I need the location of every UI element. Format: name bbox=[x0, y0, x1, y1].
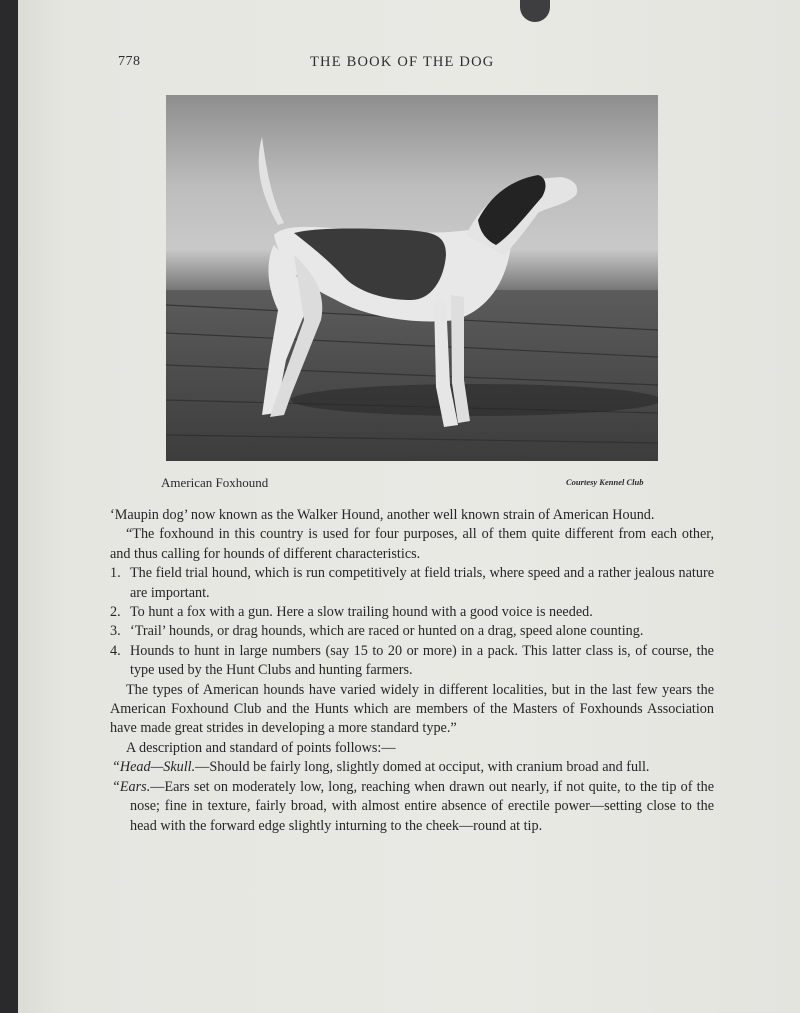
page-number: 778 bbox=[118, 54, 141, 69]
book-page bbox=[18, 0, 800, 1013]
list-number: 4. bbox=[110, 642, 121, 659]
head-label: “Head—Skull. bbox=[112, 759, 196, 776]
list-item bbox=[110, 642, 714, 681]
foxhound-illustration bbox=[166, 95, 658, 461]
list-number: 2. bbox=[110, 604, 121, 621]
foxhound-photo-icon bbox=[166, 95, 658, 461]
head-text: —Should be fairly long, slightly domed at occiput, with cranium broad and full. bbox=[195, 759, 650, 776]
photo-credit: Courtesy Kennel Club bbox=[566, 477, 644, 487]
list-item-text: The field trial hound, which is run competitively at field trials, where speed and a rather jealous nature are important. bbox=[130, 565, 714, 601]
list-number: 3. bbox=[110, 623, 121, 640]
paragraph: “The foxhound in this country is used for four purposes, all of them quite different from each other, and thus calling for hounds of different characteristics. bbox=[110, 526, 714, 562]
caption-text: American Foxhound bbox=[161, 475, 269, 490]
list-item-text: To hunt a fox with a gun. Here a slow trailing hound with a good voice is needed. bbox=[130, 604, 593, 621]
list-item-text: ‘Trail’ hounds, or drag hounds, which are raced or hunted on a drag, speed alone counting. bbox=[130, 623, 644, 640]
list-item bbox=[110, 603, 714, 622]
list-item bbox=[110, 622, 714, 641]
page-header bbox=[18, 54, 800, 74]
ears-text: —Ears set on moderately low, long, reaching when drawn out nearly, if not quite, to the tip of the nose; fine in texture, fairly broad, with almost entire absence of erectile power—setting close to the head with the forward edge slightly inturning to the cheek—round at tip. bbox=[130, 778, 714, 834]
paragraph: A description and standard of points follows:— bbox=[126, 739, 396, 756]
list-item-text: Hounds to hunt in large numbers (say 15 to 20 or more) in a pack. This latter class is, of course, the type used by the Hunt Clubs and hunting farmers. bbox=[130, 642, 714, 679]
list-item bbox=[110, 564, 714, 603]
photo-caption bbox=[18, 475, 800, 493]
ears-label: “Ears. bbox=[112, 778, 151, 795]
standard-ears bbox=[110, 778, 714, 836]
paragraph: ‘Maupin dog’ now known as the Walker Hound, another well known strain of American Hound. bbox=[110, 507, 655, 523]
body-text bbox=[110, 506, 714, 836]
paragraph: The types of American hounds have varied widely in different localities, but in the last few years the American Foxhound Club and the Hunts which are members of the Masters of Foxhounds Association have made great strides in developing a more standard type.” bbox=[110, 681, 714, 737]
binding-hole bbox=[520, 0, 550, 22]
running-title: THE BOOK OF THE DOG bbox=[310, 54, 495, 70]
standard-head bbox=[110, 758, 714, 777]
list-number: 1. bbox=[110, 565, 121, 582]
